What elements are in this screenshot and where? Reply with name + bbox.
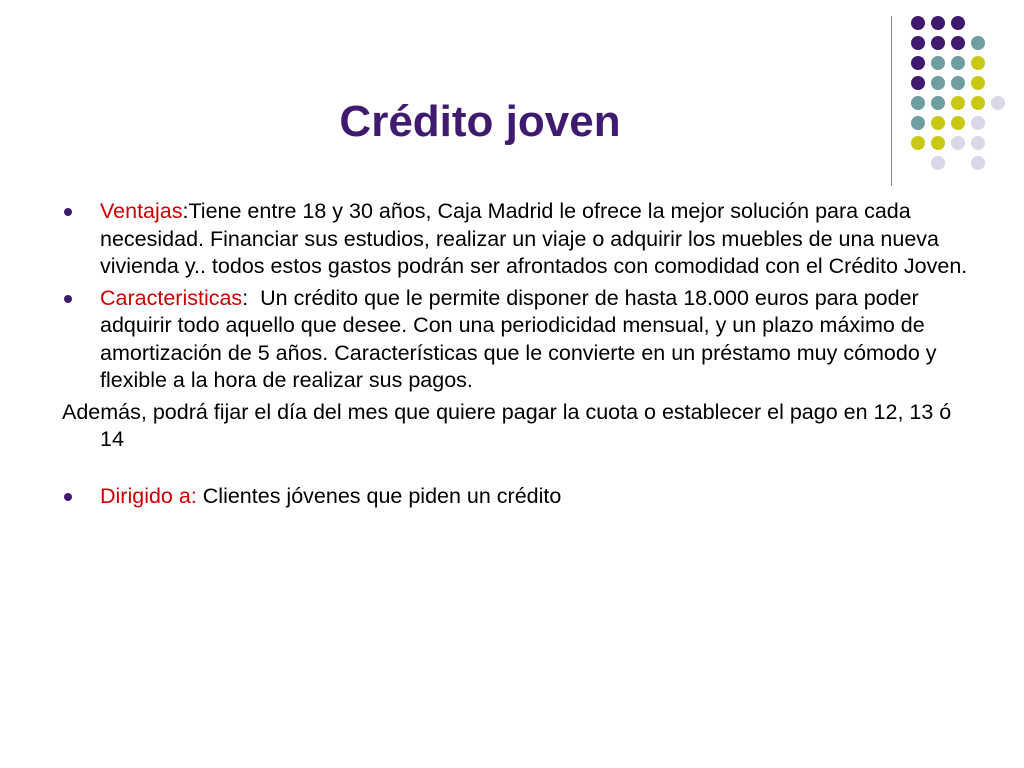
item-separator: : — [242, 285, 249, 310]
bullet-item-caracteristicas — [62, 285, 972, 395]
dot — [931, 16, 945, 30]
dot — [971, 136, 985, 150]
dot — [931, 36, 945, 50]
bullet-icon — [64, 295, 72, 303]
item-text: Clientes jóvenes que piden un crédito — [196, 483, 562, 508]
dot — [971, 96, 985, 110]
bullet-icon — [64, 493, 72, 501]
dot — [991, 96, 1005, 110]
dot — [931, 156, 945, 170]
dot — [911, 16, 925, 30]
item-separator: : — [182, 199, 189, 223]
dot — [971, 156, 985, 170]
dot — [971, 76, 985, 90]
bullet-icon — [64, 208, 72, 216]
dot — [951, 16, 965, 30]
dot — [971, 116, 985, 130]
dot — [931, 56, 945, 70]
dot — [931, 76, 945, 90]
note-paragraph: Además, podrá fijar el día del mes que quiere pagar la cuota o establecer el pago en 12, 13 ó 14 — [62, 399, 952, 451]
dot — [971, 56, 985, 70]
item-label: Ventajas — [100, 199, 183, 223]
dot — [911, 76, 925, 90]
dot — [911, 56, 925, 70]
item-text: Un crédito que le permite disponer de hasta 18.000 euros para poder adquirir todo aquello que desee. Con una periodicidad mensual, y un plazo máximo de amortización de 5 años. Características que le convierte en un préstamo muy cómodo y flexible a la hora de realizar sus pagos. — [100, 285, 943, 392]
item-label: Caracteristicas — [100, 285, 243, 310]
bullet-item-ventajas — [62, 198, 972, 281]
dot — [911, 36, 925, 50]
dot — [971, 36, 985, 50]
item-label: Dirigido a: — [100, 483, 197, 508]
slide-body — [62, 198, 972, 514]
slide-title: Crédito joven — [339, 97, 621, 146]
dot — [951, 76, 965, 90]
bullet-item-dirigido — [62, 483, 972, 511]
dot — [951, 56, 965, 70]
item-text: Tiene entre 18 y 30 años, Caja Madrid le ofrece la mejor solución para cada necesidad. Financiar sus estudios, realizar un viaje o adquirir los muebles de una nueva vivienda y.. todos estos gastos podrán ser afrontados con comodidad con el Crédito Joven. — [100, 199, 968, 278]
dot — [951, 36, 965, 50]
spacer — [62, 454, 972, 483]
